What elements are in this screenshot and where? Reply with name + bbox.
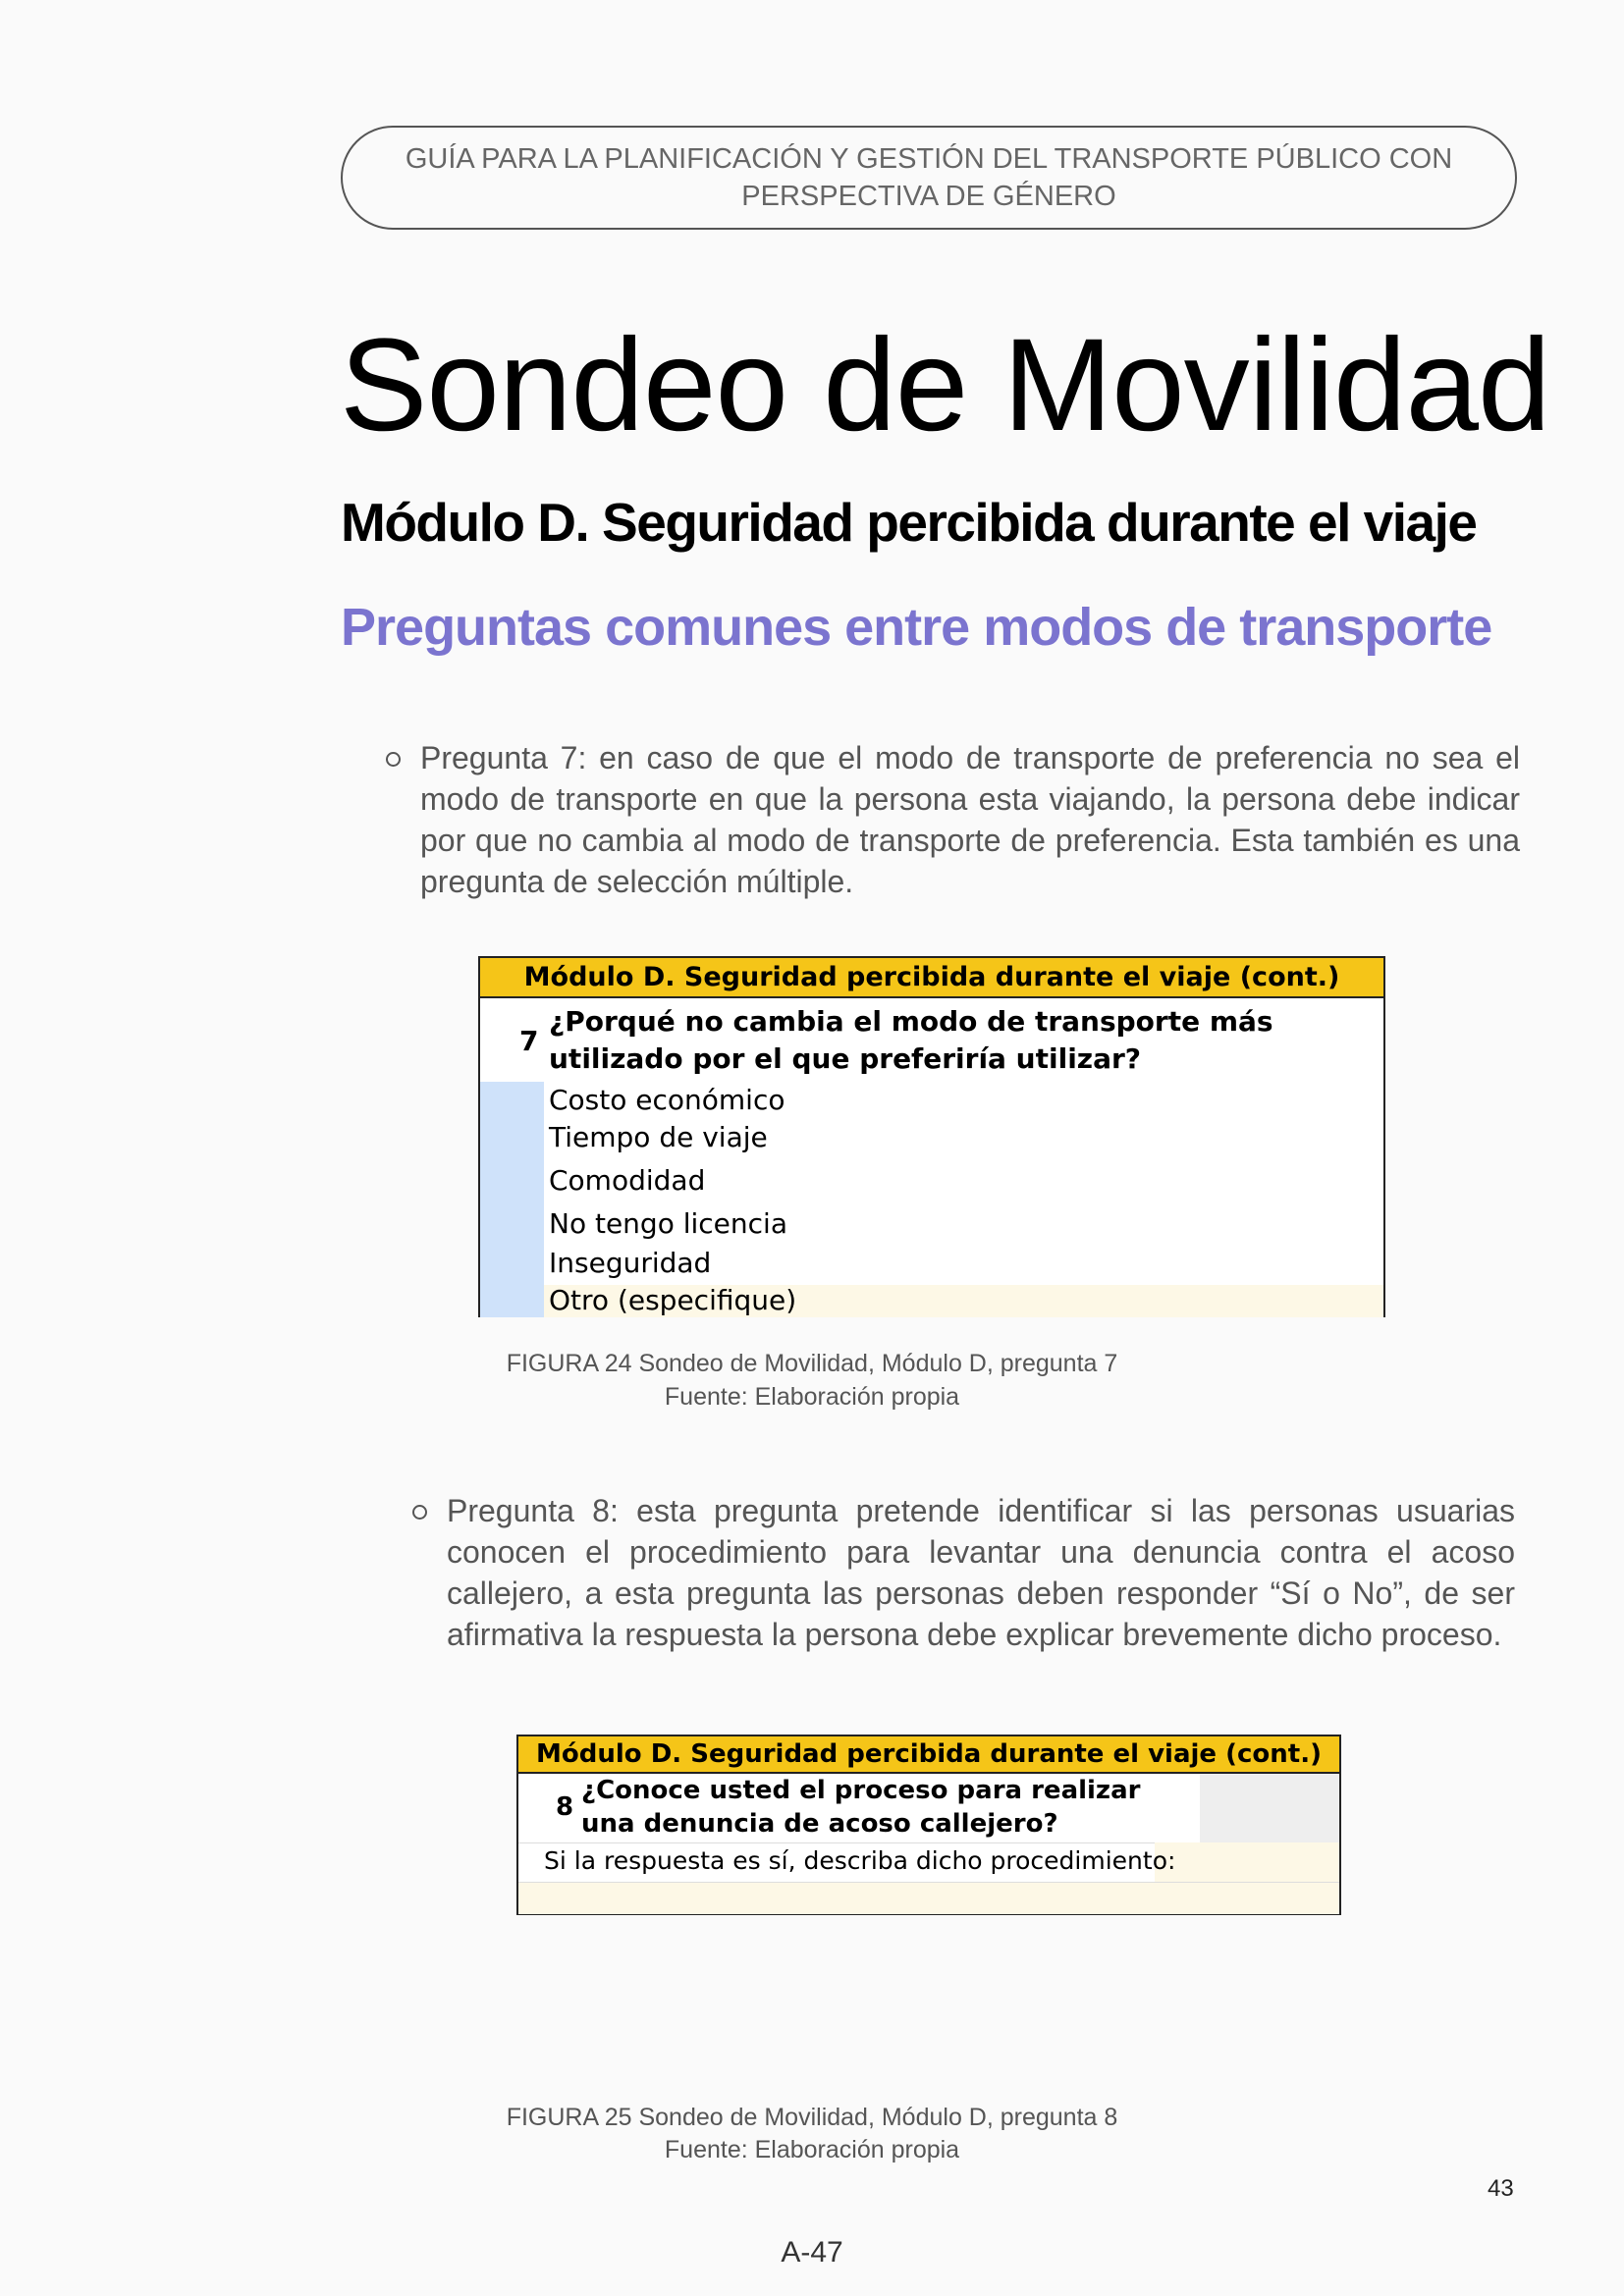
question-number: 8 [556, 1792, 574, 1822]
question-number: 7 [519, 1025, 539, 1057]
figure-24-source: Fuente: Elaboración propia [664, 1383, 960, 1411]
bullet-circle-icon [412, 1505, 427, 1520]
option-item: Otro (especifique) [549, 1284, 797, 1316]
figure-25-source: Fuente: Elaboración propia [664, 2136, 960, 2163]
option-item: Inseguridad [549, 1247, 712, 1279]
answer-cell [1200, 1774, 1339, 1842]
footer-page-code: A-47 [781, 2236, 843, 2269]
option-item: No tengo licencia [549, 1207, 787, 1240]
figure-24-header: Módulo D. Seguridad percibida durante el viaje (cont.) [480, 958, 1383, 998]
page-number: 43 [1488, 2175, 1514, 2202]
answer-row [518, 1882, 1339, 1914]
figure-24-caption: FIGURA 24 Sondeo de Movilidad, Módulo D, pregunta 7 [506, 1350, 1118, 1377]
option-item: Tiempo de viaje [549, 1121, 768, 1153]
figure-25-table [516, 1735, 1341, 1915]
figure-25-header: Módulo D. Seguridad percibida durante el viaje (cont.) [518, 1736, 1339, 1774]
bullet-question-8: Pregunta 8: esta pregunta pretende identificar si las personas usuarias conocen el procedimiento para levantar una denuncia contra el acoso callejero, a esta pregunta las personas deben responder “Sí o No”, de ser afirmativa la respuesta la persona debe explicar brevemente dicho proceso. [447, 1493, 1515, 1652]
option-item: Comodidad [549, 1164, 706, 1197]
section-heading: Preguntas comunes entre modos de transporte [341, 598, 1492, 657]
document-header [341, 126, 1517, 230]
option-item: Costo económico [549, 1084, 785, 1116]
detail-prompt: Si la respuesta es sí, describa dicho procedimiento: [544, 1846, 1176, 1875]
header-line-2: PERSPECTIVA DE GÉNERO [741, 181, 1116, 212]
figure-25-caption: FIGURA 25 Sondeo de Movilidad, Módulo D, pregunta 8 [506, 2104, 1118, 2131]
module-heading: Módulo D. Seguridad percibida durante el viaje [341, 492, 1477, 553]
answer-column [480, 1082, 544, 1317]
detail-answer-cell [1155, 1842, 1339, 1882]
header-line-1: GUÍA PARA LA PLANIFICACIÓN Y GESTIÓN DEL TRANSPORTE PÚBLICO CON [405, 143, 1453, 175]
bullet-circle-icon [386, 752, 401, 767]
figure-24-table [478, 956, 1385, 1317]
question-text: ¿Conoce usted el proceso para realizar una denuncia de acoso callejero? [581, 1776, 1141, 1839]
page-title: Sondeo de Movilidad [340, 312, 1550, 458]
question-text: ¿Porqué no cambia el modo de transporte más utilizado por el que preferiría utilizar? [549, 1005, 1273, 1075]
bullet-question-7: Pregunta 7: en caso de que el modo de transporte de preferencia no sea el modo de transporte en que la persona esta viajando, la persona debe indicar por que no cambia al modo de transporte de preferencia. Esta también es una pregunta de selección múltiple. [420, 740, 1520, 899]
